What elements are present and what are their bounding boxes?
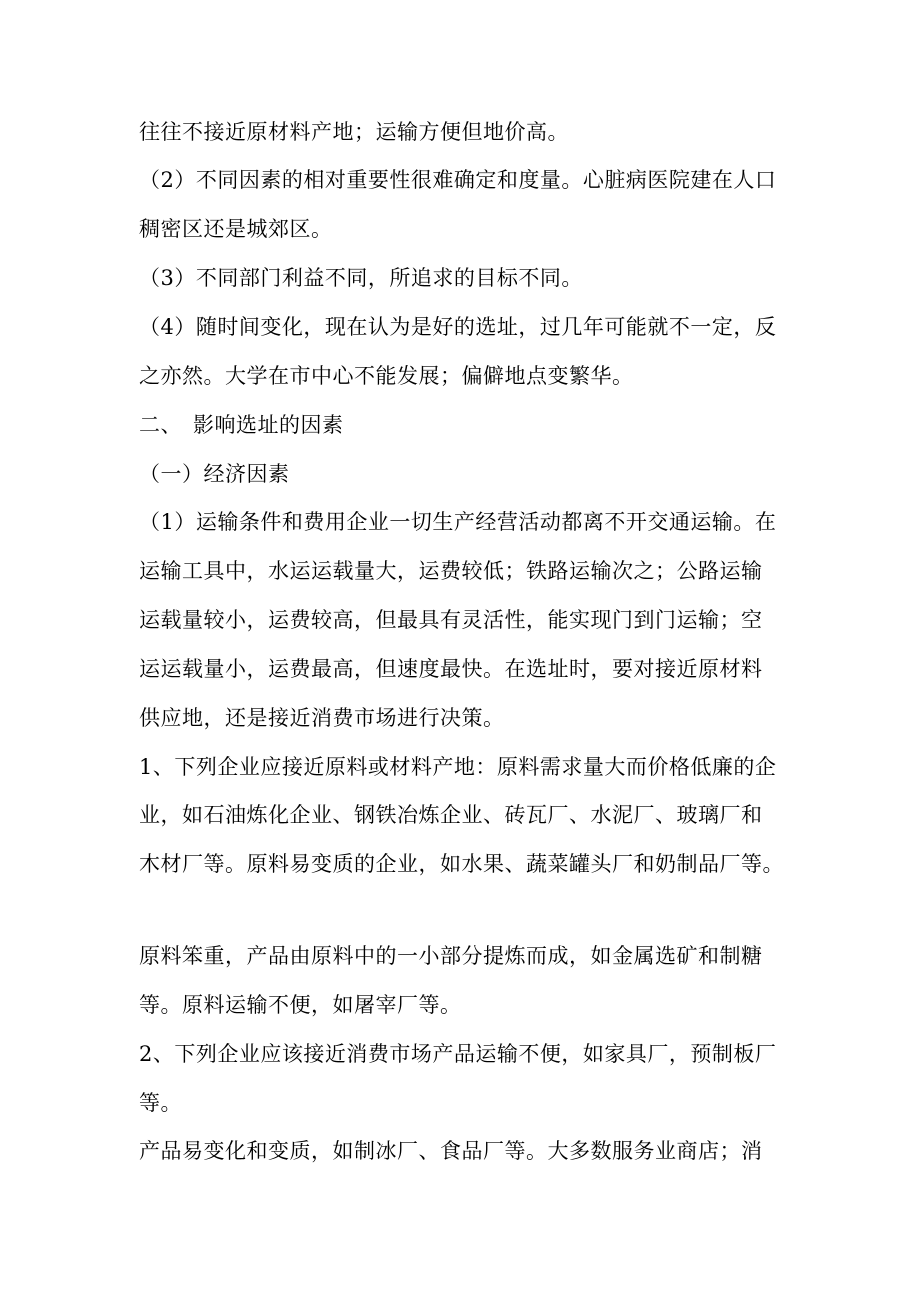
text-line: 2、下列企业应该接近消费市场产品运输不便，如家具厂，预制板厂 <box>139 1042 777 1066</box>
text-line: （1）运输条件和费用企业一切生产经营活动都离不开交通运输。在 <box>139 510 777 534</box>
text-line: 往往不接近原材料产地；运输方便但地价高。 <box>139 120 569 144</box>
text-line: （4）随时间变化，现在认为是好的选址，过几年可能就不一定，反 <box>139 315 777 339</box>
text-line: 运载量较小，运费较高，但最具有灵活性，能实现门到门运输；空 <box>139 608 763 632</box>
text-line: 原料笨重，产品由原料中的一小部分提炼而成，如金属选矿和制糖 <box>139 944 763 968</box>
text-line: 之亦然。大学在市中心不能发展；偏僻地点变繁华。 <box>139 364 634 388</box>
text-line: 运输工具中，水运运载量大，运费较低；铁路运输次之；公路运输 <box>139 559 763 583</box>
text-line: 稠密区还是城郊区。 <box>139 217 333 241</box>
text-line: （3）不同部门利益不同，所追求的目标不同。 <box>139 266 583 290</box>
text-line: 运运载量小，运费最高，但速度最快。在选址时，要对接近原材料 <box>139 657 763 681</box>
text-line: 等。 <box>139 1091 182 1115</box>
section-heading: 二、 影响选址的因素 <box>139 413 344 437</box>
subsection-heading: （一）经济因素 <box>139 462 290 486</box>
text-line: 产品易变化和变质，如制冰厂、食品厂等。大多数服务业商店；消 <box>139 1139 763 1163</box>
text-line: 业，如石油炼化企业、钢铁冶炼企业、砖瓦厂、水泥厂、玻璃厂和 <box>139 803 763 827</box>
text-line: 1、下列企业应接近原料或材料产地：原料需求量大而价格低廉的企 <box>139 755 777 779</box>
text-line: 木材厂等。原料易变质的企业，如水果、蔬菜罐头厂和奶制品厂等。 <box>139 852 784 876</box>
text-line: （2）不同因素的相对重要性很难确定和度量。心脏病医院建在人口 <box>139 168 777 192</box>
text-line: 等。原料运输不便，如屠宰厂等。 <box>139 993 462 1017</box>
text-line: 供应地，还是接近消费市场进行决策。 <box>139 706 505 730</box>
